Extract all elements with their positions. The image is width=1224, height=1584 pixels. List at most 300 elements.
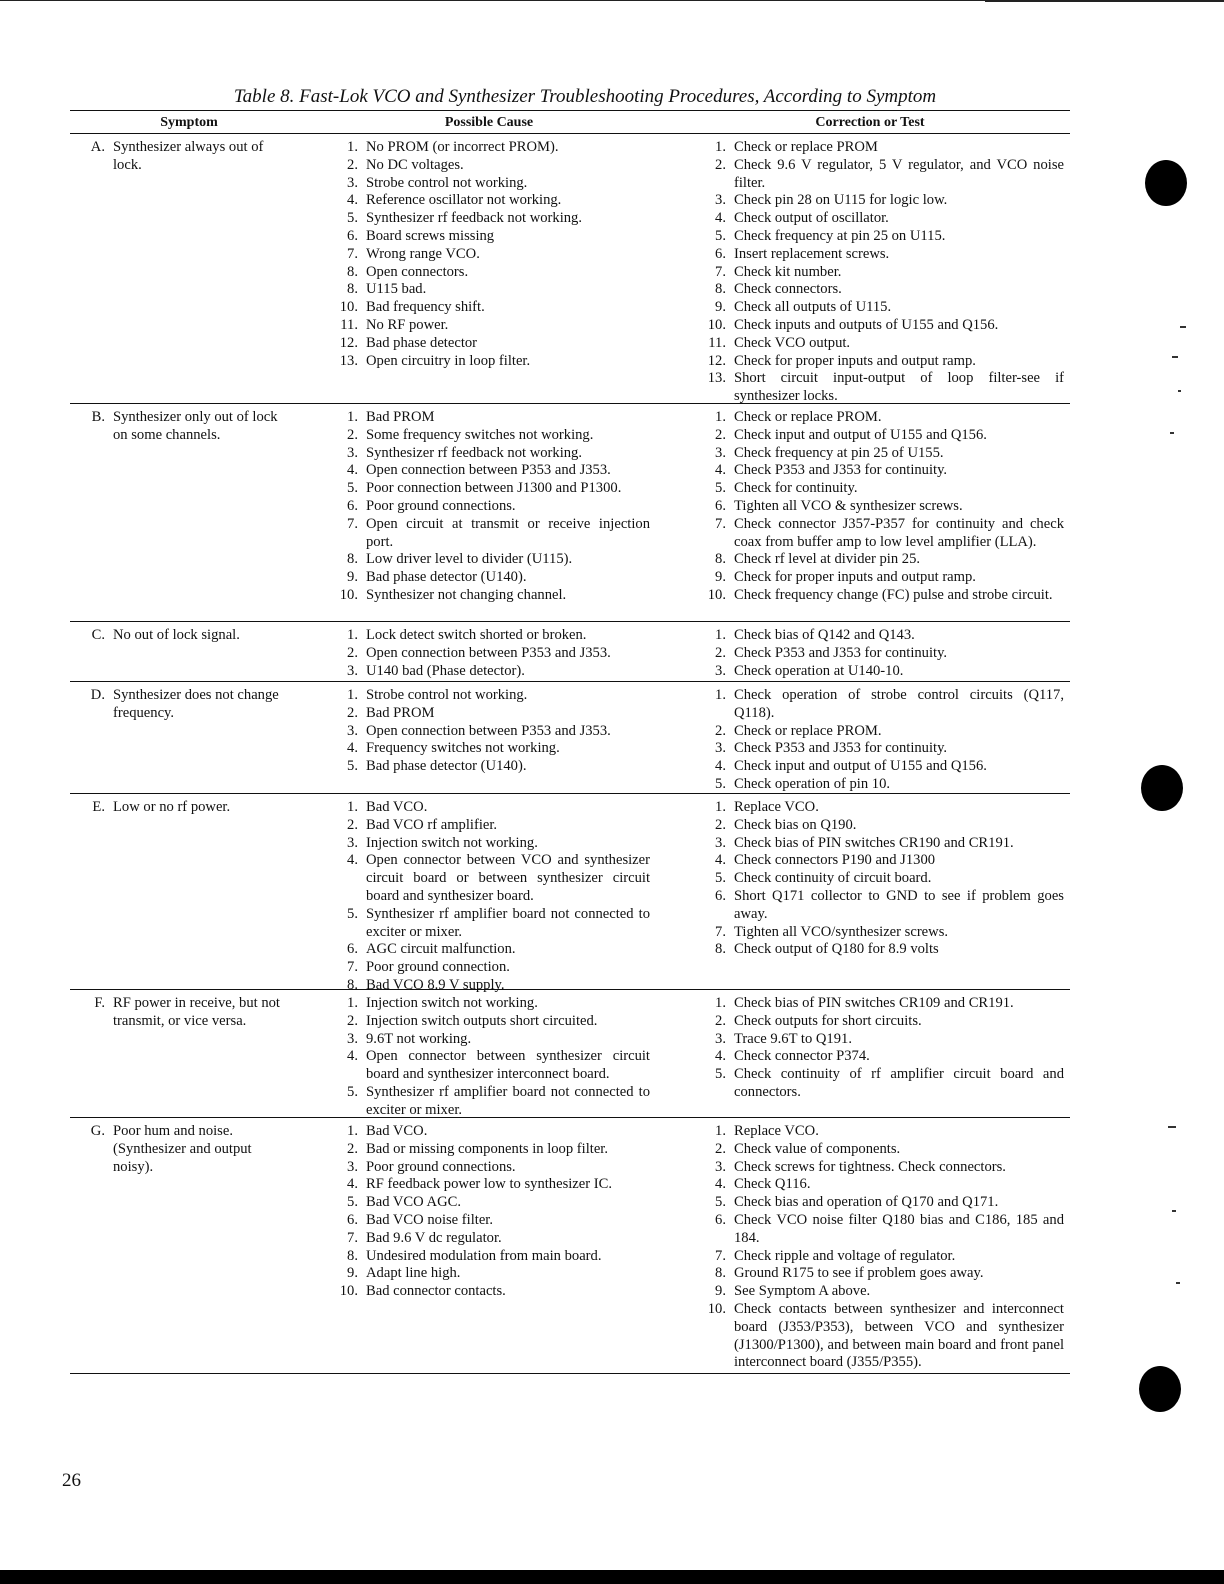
item-text: 9.6T not working. [366, 1030, 472, 1047]
correction-item [670, 1176, 1070, 1194]
correction-item [670, 409, 1070, 427]
item-number: 1. [347, 409, 358, 425]
item-number: 4. [715, 1176, 726, 1193]
item-number: 13. [339, 352, 358, 369]
item-number: 2. [715, 1012, 726, 1029]
cause-item [308, 409, 670, 427]
correction-item [670, 1301, 1070, 1372]
symptom-text: Low or no rf power. [113, 799, 231, 815]
item-number: 9. [715, 299, 726, 316]
correction-item [670, 264, 1070, 282]
header-correction: Correction or Test [815, 115, 925, 130]
item-text: Wrong range VCO. [366, 245, 480, 262]
cause-item [308, 740, 670, 758]
item-text: Synthesizer rf feedback not working. [366, 210, 582, 227]
margin-mark [1178, 390, 1181, 392]
item-number: 3. [347, 1158, 358, 1175]
correction-item [670, 852, 1070, 870]
item-text: Short circuit input-output of loop filter-see if synthesizer locks. [734, 370, 1064, 405]
cause-item [308, 906, 670, 942]
item-text: Open connection between P353 and J353. [366, 462, 611, 479]
cause-cell [308, 1123, 670, 1373]
cause-item [308, 1123, 670, 1141]
item-text: Bad phase detector (U140). [366, 569, 527, 586]
item-number: 4. [347, 1176, 358, 1193]
item-text: Open connection between P353 and J353. [366, 644, 611, 661]
item-text: Check input and output of U155 and Q156. [734, 426, 987, 443]
item-text: Check all outputs of U115. [734, 299, 892, 316]
cause-item [308, 1048, 670, 1084]
item-number: 5. [347, 210, 358, 227]
correction-item [670, 799, 1070, 817]
item-number: 9. [715, 569, 726, 586]
item-text: Check bias of PIN switches CR190 and CR191. [734, 834, 1014, 851]
item-text: Open connector between VCO and synthesizer circuit board or between synthesizer circuit board and synthesizer board. [366, 852, 650, 904]
item-text: Check value of components. [734, 1140, 901, 1157]
item-number: 10. [707, 586, 726, 603]
item-number: 3. [347, 444, 358, 461]
item-text: Low driver level to divider (U115). [366, 551, 573, 568]
correction-item [670, 569, 1070, 587]
cause-cell [308, 687, 670, 793]
item-text: Open circuit at transmit or receive injection port. [366, 515, 650, 550]
item-text: Check frequency at pin 25 on U115. [734, 227, 946, 244]
symptom-text: Synthesizer only out of lock on some channels. [113, 409, 278, 443]
correction-item [670, 870, 1070, 888]
item-text: Check P353 and J353 for continuity. [734, 644, 948, 661]
cause-item [308, 281, 670, 299]
item-number: 2. [715, 156, 726, 173]
symptom-cell [70, 1123, 308, 1373]
correction-item [670, 335, 1070, 353]
cause-cell [308, 139, 670, 403]
item-number: 5. [715, 870, 726, 887]
correction-item [670, 353, 1070, 371]
item-number: 4. [347, 192, 358, 209]
item-text: Replace VCO. [734, 1123, 819, 1139]
item-text: Check ripple and voltage of regulator. [734, 1247, 956, 1264]
item-number: 7. [347, 1229, 358, 1246]
cause-item [308, 687, 670, 705]
item-text: Check for proper inputs and output ramp. [734, 569, 976, 586]
item-text: Check or replace PROM. [734, 409, 882, 425]
item-text: Open connectors. [366, 263, 469, 280]
margin-mark [1176, 1282, 1180, 1284]
item-text: Injection switch not working. [366, 995, 538, 1011]
item-text: Check P353 and J353 for continuity. [734, 462, 948, 479]
item-number: 1. [715, 687, 726, 703]
cause-item [308, 587, 670, 605]
item-text: Bad 9.6 V dc regulator. [366, 1229, 502, 1246]
cause-cell [308, 995, 670, 1117]
item-text: Bad PROM [366, 409, 435, 425]
item-number: 3. [715, 662, 726, 679]
item-number: 1. [347, 139, 358, 155]
item-number: 6. [347, 227, 358, 244]
item-number: 10. [339, 299, 358, 316]
item-text: Open circuitry in loop filter. [366, 352, 531, 369]
item-number: 4. [347, 462, 358, 479]
item-number: 2. [715, 426, 726, 443]
item-text: Check VCO noise filter Q180 bias and C186, 185 and 184. [734, 1211, 1064, 1246]
item-text: Bad VCO noise filter. [366, 1211, 494, 1228]
item-text: Poor ground connections. [366, 497, 516, 514]
item-text: Check bias of Q142 and Q143. [734, 627, 915, 643]
header-symptom: Symptom [160, 115, 218, 130]
item-number: 2. [715, 1140, 726, 1157]
item-text: Reference oscillator not working. [366, 192, 562, 209]
correction-cell [670, 687, 1070, 793]
item-text: Check frequency change (FC) pulse and strobe circuit. [734, 586, 1053, 603]
symptom-letter: C. [91, 627, 105, 643]
correction-item [670, 687, 1070, 723]
item-number: 3. [715, 1158, 726, 1175]
item-number: 2. [347, 156, 358, 173]
cause-item [308, 941, 670, 959]
item-text: Bad phase detector [366, 334, 478, 351]
item-text: Replace VCO. [734, 799, 819, 815]
cause-item [308, 353, 670, 371]
cause-item [308, 959, 670, 977]
cause-item [308, 1248, 670, 1266]
cause-item [308, 427, 670, 445]
item-number: 7. [347, 515, 358, 532]
item-number: 8. [347, 281, 358, 298]
correction-cell [670, 627, 1070, 681]
item-number: 1. [715, 995, 726, 1011]
item-number: 4. [715, 758, 726, 775]
item-text: Check frequency at pin 25 of U155. [734, 444, 944, 461]
item-text: Check 9.6 V regulator, 5 V regulator, and VCO noise filter. [734, 156, 1064, 191]
symptom-letter: E. [92, 799, 105, 815]
margin-mark [1168, 1126, 1176, 1128]
correction-item [670, 1265, 1070, 1283]
table-row [70, 134, 1070, 404]
cause-item [308, 569, 670, 587]
item-number: 1. [715, 139, 726, 155]
item-text: U140 bad (Phase detector). [366, 662, 525, 679]
correction-item [670, 370, 1070, 406]
item-text: AGC circuit malfunction. [366, 941, 516, 958]
item-number: 4. [347, 740, 358, 757]
item-text: Check bias of PIN switches CR109 and CR191. [734, 995, 1014, 1011]
cause-item [308, 462, 670, 480]
item-text: Check contacts between synthesizer and interconnect board (J353/P353), between VCO and synthesizer (J1300/P1300), and between main board and front panel interconnect board (J355/P355). [734, 1300, 1064, 1371]
item-number: 5. [347, 480, 358, 497]
cause-item [308, 758, 670, 776]
item-text: Ground R175 to see if problem goes away. [734, 1265, 984, 1282]
item-number: 3. [347, 662, 358, 679]
cause-item [308, 645, 670, 663]
item-number: 1. [347, 995, 358, 1011]
item-text: Check or replace PROM [734, 139, 878, 155]
margin-mark [1180, 326, 1186, 328]
item-number: 2. [347, 704, 358, 721]
item-text: Check connector P374. [734, 1048, 870, 1065]
correction-cell [670, 799, 1070, 989]
item-text: Bad VCO. [366, 1123, 428, 1139]
item-number: 5. [347, 1194, 358, 1211]
item-text: RF feedback power low to synthesizer IC. [366, 1176, 613, 1193]
cause-item [308, 799, 670, 817]
correction-item [670, 1141, 1070, 1159]
table-row [70, 622, 1070, 682]
item-number: 6. [347, 497, 358, 514]
item-number: 3. [715, 834, 726, 851]
symptom-cell [70, 995, 308, 1117]
table-row [70, 990, 1070, 1118]
item-text: Check connectors P190 and J1300 [734, 852, 936, 869]
item-text: Poor ground connections. [366, 1158, 516, 1175]
item-number: 3. [347, 174, 358, 191]
correction-item [670, 551, 1070, 569]
item-number: 9. [347, 569, 358, 586]
item-number: 10. [707, 1300, 726, 1317]
item-number: 4. [715, 462, 726, 479]
item-number: 8. [347, 976, 358, 993]
item-text: Check inputs and outputs of U155 and Q156. [734, 316, 999, 333]
item-number: 4. [715, 210, 726, 227]
item-text: Check rf level at divider pin 25. [734, 551, 921, 568]
item-number: 3. [715, 740, 726, 757]
symptom-text: Synthesizer does not change frequency. [113, 687, 279, 721]
item-number: 11. [340, 316, 358, 333]
cause-item [308, 835, 670, 853]
cause-item [308, 1013, 670, 1031]
binder-hole-top [1145, 160, 1187, 206]
item-text: Check kit number. [734, 263, 842, 280]
cause-item [308, 1031, 670, 1049]
item-text: Tighten all VCO/synthesizer screws. [734, 923, 949, 940]
correction-item [670, 1123, 1070, 1141]
item-number: 8. [347, 1247, 358, 1264]
item-number: 12. [339, 334, 358, 351]
correction-item [670, 1159, 1070, 1177]
correction-cell [670, 139, 1070, 403]
cause-item [308, 995, 670, 1013]
item-text: Check pin 28 on U115 for logic low. [734, 192, 948, 209]
cause-item [308, 1084, 670, 1120]
item-text: Undesired modulation from main board. [366, 1247, 602, 1264]
item-text: Short Q171 collector to GND to see if problem goes away. [734, 887, 1064, 922]
item-number: 1. [347, 627, 358, 643]
item-text: Synthesizer rf amplifier board not connected to exciter or mixer. [366, 905, 650, 940]
margin-mark [1172, 1210, 1176, 1212]
item-text: Check connector J357-P357 for continuity and check coax from buffer amp to low level amplifier (LLA). [734, 515, 1064, 550]
item-text: Insert replacement screws. [734, 245, 890, 262]
item-number: 10. [707, 316, 726, 333]
item-number: 10. [339, 1283, 358, 1300]
cause-cell [308, 627, 670, 681]
cause-item [308, 723, 670, 741]
cause-cell [308, 409, 670, 621]
symptom-text: Synthesizer always out of lock. [113, 139, 264, 173]
item-text: Strobe control not working. [366, 687, 528, 703]
item-number: 8. [347, 263, 358, 280]
cause-item [308, 264, 670, 282]
item-text: Check or replace PROM. [734, 722, 882, 739]
table-row [70, 794, 1070, 993]
item-number: 3. [715, 444, 726, 461]
symptom-cell [70, 687, 308, 793]
item-number: 9. [715, 1283, 726, 1300]
cause-item [308, 1230, 670, 1248]
item-number: 5. [347, 758, 358, 775]
correction-item [670, 516, 1070, 552]
item-number: 11. [708, 334, 726, 351]
correction-item [670, 888, 1070, 924]
symptom-letter: D. [90, 687, 105, 703]
item-number: 2. [347, 816, 358, 833]
item-text: Tighten all VCO & synthesizer screws. [734, 497, 963, 514]
item-text: No PROM (or incorrect PROM). [366, 139, 559, 155]
cause-item [308, 705, 670, 723]
item-text: Check operation at U140-10. [734, 662, 904, 679]
cause-item [308, 977, 670, 995]
item-number: 3. [347, 834, 358, 851]
item-number: 8. [715, 941, 726, 958]
item-number: 8. [715, 281, 726, 298]
correction-item [670, 281, 1070, 299]
cause-item [308, 516, 670, 552]
correction-item [670, 1031, 1070, 1049]
item-number: 7. [715, 1247, 726, 1264]
item-number: 4. [715, 1048, 726, 1065]
item-text: Check output of oscillator. [734, 210, 889, 227]
symptom-cell [70, 627, 308, 681]
symptom-cell [70, 409, 308, 621]
cause-item [308, 480, 670, 498]
cause-item [308, 246, 670, 264]
symptom-cell [70, 799, 308, 989]
correction-item [670, 1283, 1070, 1301]
table-row [70, 1118, 1070, 1374]
item-number: 2. [715, 644, 726, 661]
item-number: 2. [715, 816, 726, 833]
correction-item [670, 1048, 1070, 1066]
correction-item [670, 317, 1070, 335]
table-header-row [70, 111, 1070, 134]
item-text: Check connectors. [734, 281, 842, 298]
item-number: 5. [347, 905, 358, 922]
cause-item [308, 139, 670, 157]
correction-item [670, 1066, 1070, 1102]
correction-item [670, 462, 1070, 480]
item-number: 6. [715, 887, 726, 904]
item-text: Bad VCO AGC. [366, 1194, 462, 1211]
correction-item [670, 1013, 1070, 1031]
cause-cell [308, 799, 670, 993]
cause-item [308, 1212, 670, 1230]
item-number: 4. [347, 1048, 358, 1065]
cause-item [308, 210, 670, 228]
symptom-cell [70, 139, 308, 403]
item-number: 6. [347, 941, 358, 958]
item-text: No RF power. [366, 316, 449, 333]
correction-item [670, 723, 1070, 741]
correction-item [670, 480, 1070, 498]
symptom-text: No out of lock signal. [113, 627, 240, 643]
correction-item [670, 1212, 1070, 1248]
correction-item [670, 210, 1070, 228]
item-text: Bad VCO. [366, 799, 428, 815]
cause-item [308, 175, 670, 193]
cause-item [308, 157, 670, 175]
item-number: 4. [715, 852, 726, 869]
item-text: Open connection between P353 and J353. [366, 722, 611, 739]
item-text: Bad VCO rf amplifier. [366, 816, 498, 833]
cause-item [308, 817, 670, 835]
item-number: 2. [347, 644, 358, 661]
item-number: 1. [715, 627, 726, 643]
correction-item [670, 139, 1070, 157]
cause-item [308, 317, 670, 335]
item-text: Bad frequency shift. [366, 299, 485, 316]
binder-hole-middle [1141, 765, 1183, 811]
item-text: Check for proper inputs and output ramp. [734, 352, 976, 369]
item-number: 3. [715, 1030, 726, 1047]
cause-item [308, 498, 670, 516]
correction-item [670, 924, 1070, 942]
item-number: 8. [715, 551, 726, 568]
item-text: Check bias and operation of Q170 and Q171. [734, 1194, 999, 1211]
item-number: 7. [715, 263, 726, 280]
item-number: 1. [715, 799, 726, 815]
cause-item [308, 335, 670, 353]
cause-item [308, 627, 670, 645]
item-number: 4. [347, 852, 358, 869]
item-text: Poor connection between J1300 and P1300. [366, 480, 622, 497]
correction-item [670, 740, 1070, 758]
item-number: 2. [347, 426, 358, 443]
item-number: 5. [715, 1066, 726, 1083]
item-text: Open connector between synthesizer circuit board and synthesizer interconnect board. [366, 1048, 650, 1083]
troubleshooting-table [70, 110, 1070, 1374]
margin-mark [1170, 432, 1174, 434]
table-row [70, 404, 1070, 622]
page-number: 26 [62, 1470, 81, 1491]
item-number: 12. [707, 352, 726, 369]
correction-item [670, 645, 1070, 663]
item-number: 5. [347, 1083, 358, 1100]
item-number: 3. [715, 192, 726, 209]
symptom-text: RF power in receive, but not transmit, or vice versa. [113, 995, 280, 1029]
item-text: Bad VCO 8.9 V supply. [366, 976, 505, 993]
table-title: Table 8. Fast-Lok VCO and Synthesizer Troubleshooting Procedures, According to Symptom [233, 86, 937, 107]
item-text: No DC voltages. [366, 156, 464, 173]
item-number: 2. [715, 722, 726, 739]
cause-item [308, 299, 670, 317]
item-text: Bad or missing components in loop filter. [366, 1140, 608, 1157]
cause-item [308, 228, 670, 246]
correction-item [670, 941, 1070, 959]
item-text: Injection switch outputs short circuited. [366, 1012, 598, 1029]
correction-item [670, 1248, 1070, 1266]
correction-cell [670, 409, 1070, 621]
correction-item [670, 995, 1070, 1013]
cause-item [308, 663, 670, 681]
item-text: Bad PROM [366, 704, 435, 721]
cause-item [308, 1265, 670, 1283]
table-body [70, 134, 1070, 1374]
item-number: 1. [715, 409, 726, 425]
item-text: Check continuity of rf amplifier circuit board and connectors. [734, 1066, 1064, 1100]
correction-item [670, 1194, 1070, 1212]
item-number: 5. [715, 1194, 726, 1211]
correction-item [670, 663, 1070, 681]
symptom-letter: F. [94, 995, 105, 1011]
correction-item [670, 299, 1070, 317]
